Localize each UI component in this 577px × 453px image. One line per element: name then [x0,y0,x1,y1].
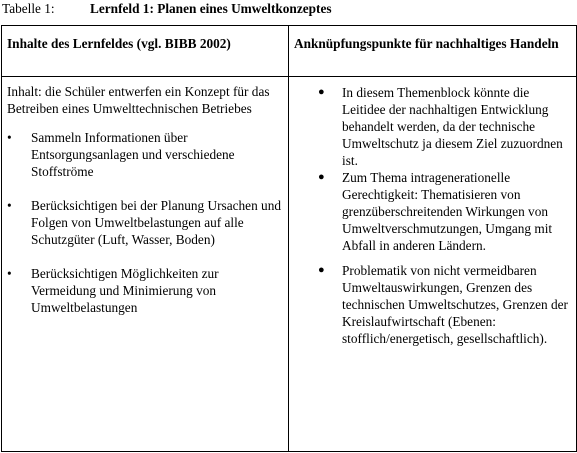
caption-label: Tabelle 1: [2,1,55,16]
header-cell-right [289,26,577,77]
body-cell-right [289,77,577,452]
caption-title: Lernfeld 1: Planen eines Umweltkonzeptes [90,1,332,16]
header-right: Anknüpfungspunkte für nachhaltiges Handeln [294,36,559,51]
list-item [294,262,571,347]
list-item-text: Berücksichtigen Möglichkeiten zur Vermeidung und Minimierung von Umweltbelastungen [31,266,219,315]
bullet-icon: • [7,130,12,145]
list-item [7,265,283,316]
bullet-icon: • [7,266,12,281]
bullet-icon: ● [318,264,325,276]
right-list [294,84,571,347]
left-intro: Inhalt: die Schüler entwerfen ein Konzept für das Betreiben eines Umwelttechnischen Betriebes [7,84,270,116]
list-item-text: In diesem Themenblock könnte die Leitidee der nachhaltigen Entwicklung behandelt werden, da der technische Umweltschutz ja diesem Ziel zuzuordnen ist. [342,85,563,168]
list-item-text: Problematik von nicht vermeidbaren Umweltauswirkungen, Grenzen des technischen Umweltschutzes, Grenzen der Kreislaufwirtschaft (Ebenen: stofflich/energetisch, gesellschaftlich). [342,263,568,346]
header-row [2,26,577,77]
header-cell-left [2,26,289,77]
list-item-text: Berücksichtigen bei der Planung Ursachen und Folgen von Umweltbelastungen auf alle Schutzgüter (Luft, Wasser, Boden) [31,198,281,247]
bullet-icon: • [7,198,12,213]
list-item-text: Sammeln Informationen über Entsorgungsanlagen und verschiedene Stoffströme [31,130,235,179]
header-left: Inhalte des Lernfeldes (vgl. BIBB 2002) [7,36,231,51]
list-item [294,169,571,254]
list-item [294,84,571,169]
body-cell-left [2,77,289,452]
list-item-text: Zum Thema intragenerationelle Gerechtigkeit: Thematisieren von grenzüberschreitenden Wirkungen von Umweltverschmutzungen, Umgang mit Abfall in anderen Ländern. [342,170,553,253]
bullet-icon: ● [318,86,325,98]
list-item [7,197,283,248]
bullet-icon: ● [318,171,325,183]
list-item [7,129,283,180]
body-row [2,77,577,452]
content-table [1,25,577,452]
table-caption [2,0,332,17]
left-list [7,129,283,316]
